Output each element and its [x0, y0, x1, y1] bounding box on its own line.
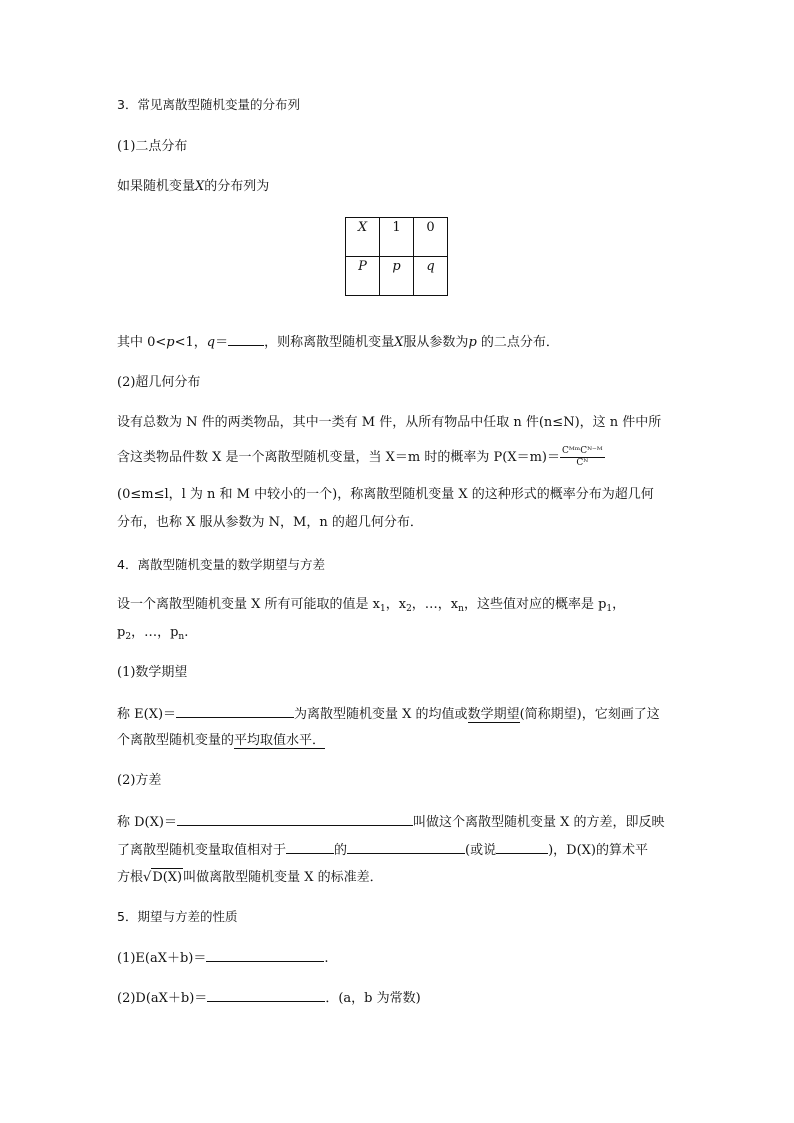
section-4-heading: 4．离散型随机变量的数学期望与方差 — [117, 557, 325, 572]
variance-title: (2)方差 — [117, 773, 162, 788]
section-3-heading: 3．常见离散型随机变量的分布列 — [117, 97, 300, 112]
expectation-line-2: 个离散型随机变量的平均取值水平． — [117, 733, 326, 748]
answer-blank[interactable] — [286, 840, 334, 854]
answer-blank[interactable] — [347, 840, 465, 854]
answer-blank[interactable] — [176, 704, 294, 718]
property-line-1: (1)E(aX＋b)＝ . — [117, 948, 329, 968]
hypergeometric-title: (2)超几何分布 — [117, 375, 201, 390]
table-cell: q — [414, 257, 448, 296]
two-point-title: (1)二点分布 — [117, 139, 188, 154]
answer-blank[interactable] — [207, 988, 325, 1002]
hypergeometric-line-3: (0≤m≤l，l 为 n 和 M 中较小的一个)，称离散型随机变量 X 的这种形式的概率分布为超几何 — [117, 487, 654, 502]
hypergeometric-line-4: 分布，也称 X 服从参数为 N，M，n 的超几何分布． — [117, 515, 423, 530]
expectation-line-1: 称 E(X)＝ 为离散型随机变量 X 的均值或数学期望(简称期望)，它刻画了这 — [117, 704, 660, 724]
table-cell: P — [346, 257, 380, 296]
table-row — [346, 257, 448, 296]
expectation-title: (1)数学期望 — [117, 665, 188, 680]
values-line-1: 设一个离散型随机变量 X 所有可能取的值是 $x_1$，$x_2$，…，$x_n$，这些值对应的概率是 $p_1$， — [117, 597, 626, 614]
two-point-intro: 如果随机变量X的分布列为 — [117, 179, 270, 194]
variance-line-1: 称 D(X)＝ 叫做这个离散型随机变量 X 的方差，即反映 — [117, 812, 665, 832]
variance-line-3: 方根√D(X)叫做离散型随机变量 X 的标准差． — [117, 870, 383, 885]
hypergeometric-line-2: 含这类物品件数 X 是一个离散型随机变量，当 X＝m 时的概率为 P(X＝m)＝ $\frac{\text{CᴹᵐCᴺ⁻ᴹ}}{\text{Cᴺ}}$ — [117, 446, 603, 468]
table-cell: X — [346, 218, 380, 257]
answer-blank[interactable] — [496, 840, 548, 854]
sqrt-icon: √ — [143, 870, 152, 885]
table-cell: 0 — [414, 218, 448, 257]
variance-line-2: 了离散型随机变量取值相对于 的 (或说 )，D(X)的算术平 — [117, 840, 648, 860]
hypergeometric-line-1: 设有总数为 N 件的两类物品，其中一类有 M 件，从所有物品中任取 n 件(n≤N)，这 n 件中所 — [117, 415, 662, 430]
answer-blank[interactable] — [177, 812, 413, 826]
distribution-table — [345, 217, 448, 296]
table-cell: p — [380, 257, 414, 296]
two-point-note: 其中 0<p<1，q＝ ，则称离散型随机变量X服从参数为p 的二点分布． — [117, 332, 559, 352]
answer-blank[interactable] — [228, 332, 264, 346]
table-cell: 1 — [380, 218, 414, 257]
section-5-heading: 5．期望与方差的性质 — [117, 909, 238, 924]
probability-fraction: $\frac{\text{CᴹᵐCᴺ⁻ᴹ}}{\text{Cᴺ}}$ — [561, 446, 603, 468]
answer-blank[interactable] — [206, 948, 324, 962]
values-line-2: $p_2$，…，$p_n$. — [117, 625, 189, 642]
property-line-2: (2)D(aX＋b)＝ ．(a，b 为常数) — [117, 988, 421, 1008]
table-row — [346, 218, 448, 257]
